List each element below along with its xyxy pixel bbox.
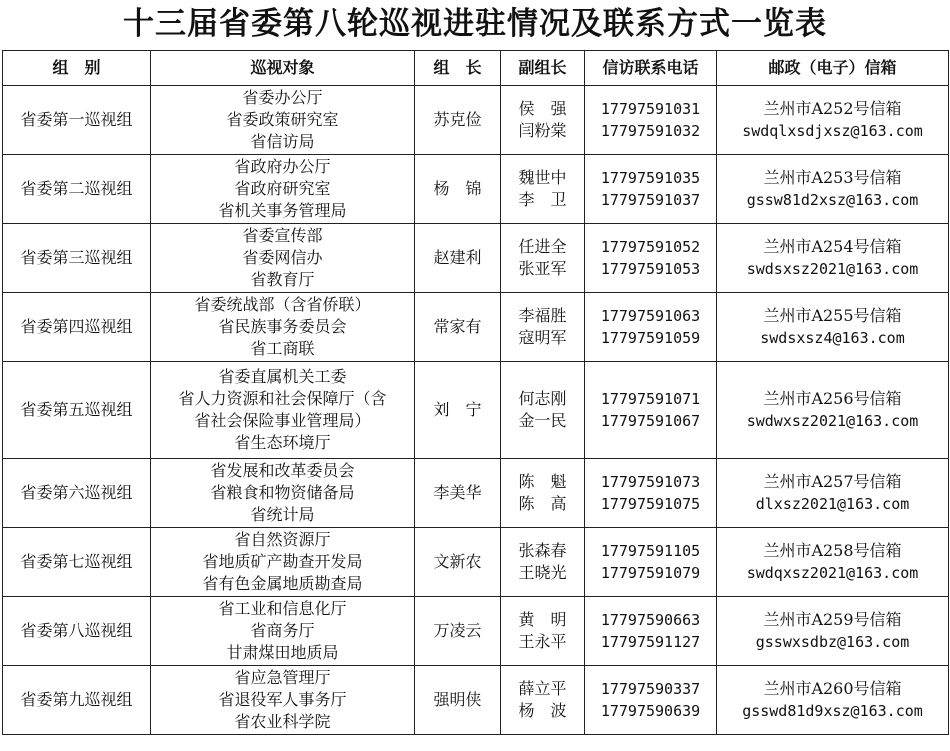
table-row bbox=[3, 293, 949, 362]
target-item: 省信访局 bbox=[250, 132, 315, 151]
deputy-cell bbox=[501, 362, 585, 459]
mail-cell bbox=[717, 293, 949, 362]
email-address: swdsxsz2021@163.com bbox=[746, 260, 919, 278]
target-item: 省人力资源和社会保障厅（含 bbox=[178, 389, 387, 408]
deputy-cell bbox=[501, 528, 585, 597]
deputy-name: 王晓光 bbox=[518, 563, 567, 582]
phone-cell bbox=[585, 224, 717, 293]
target-item: 省应急管理厅 bbox=[234, 668, 331, 687]
deputy-name: 闫粉棠 bbox=[518, 121, 567, 140]
header-leader: 组 长 bbox=[415, 51, 501, 86]
deputy-name: 侯 强 bbox=[518, 99, 567, 118]
phone-number: 17797591075 bbox=[600, 495, 701, 513]
target-item: 省统计局 bbox=[250, 505, 315, 524]
table-row bbox=[3, 528, 949, 597]
table-row bbox=[3, 155, 949, 224]
deputy-name: 金一民 bbox=[518, 411, 567, 430]
target-item: 省商务厅 bbox=[250, 621, 315, 640]
targets-cell bbox=[151, 224, 415, 293]
mail-cell bbox=[717, 86, 949, 155]
postal-mailbox: 兰州市A254号信箱 bbox=[763, 237, 902, 256]
postal-mailbox: 兰州市A256号信箱 bbox=[763, 389, 902, 408]
phone-number: 17797591071 bbox=[600, 390, 701, 408]
phone-number: 17797591067 bbox=[600, 412, 701, 430]
postal-mailbox: 兰州市A257号信箱 bbox=[763, 472, 902, 491]
postal-mailbox: 兰州市A260号信箱 bbox=[763, 679, 902, 698]
group-cell: 省委第八巡视组 bbox=[3, 597, 151, 666]
leader-cell: 强明侠 bbox=[415, 666, 501, 735]
leader-cell: 常家有 bbox=[415, 293, 501, 362]
group-cell: 省委第二巡视组 bbox=[3, 155, 151, 224]
phone-number: 17797591053 bbox=[600, 260, 701, 278]
email-address: swdqxsz2021@163.com bbox=[746, 564, 919, 582]
mail-cell bbox=[717, 362, 949, 459]
phone-cell bbox=[585, 362, 717, 459]
deputy-name: 黄 明 bbox=[518, 610, 567, 629]
phone-cell bbox=[585, 597, 717, 666]
email-address: gsswxsdbz@163.com bbox=[755, 633, 910, 651]
header-row bbox=[3, 51, 949, 86]
phone-cell bbox=[585, 666, 717, 735]
email-address: swdsxsz4@163.com bbox=[760, 329, 905, 347]
mail-cell bbox=[717, 224, 949, 293]
header-mail: 邮政（电子）信箱 bbox=[717, 51, 949, 86]
phone-cell bbox=[585, 293, 717, 362]
phone-number: 17797591031 bbox=[600, 100, 701, 118]
target-item: 省工商联 bbox=[250, 339, 315, 358]
mail-cell bbox=[717, 528, 949, 597]
header-deputy: 副组长 bbox=[501, 51, 585, 86]
leader-cell: 刘 宁 bbox=[415, 362, 501, 459]
target-item: 省自然资源厅 bbox=[234, 530, 331, 549]
mail-cell bbox=[717, 459, 949, 528]
target-item: 省政府办公厅 bbox=[234, 157, 331, 176]
target-item: 省委办公厅 bbox=[242, 88, 323, 107]
email-address: gsswd81d9xsz@163.com bbox=[742, 702, 923, 720]
deputy-name: 王永平 bbox=[518, 632, 567, 651]
phone-number: 17797591073 bbox=[600, 473, 701, 491]
group-cell: 省委第六巡视组 bbox=[3, 459, 151, 528]
deputy-name: 陈 魁 bbox=[518, 472, 567, 491]
mail-cell bbox=[717, 155, 949, 224]
phone-number: 17797591127 bbox=[600, 633, 701, 651]
phone-number: 17797591079 bbox=[600, 564, 701, 582]
target-item: 省机关事务管理局 bbox=[218, 201, 347, 220]
phone-number: 17797590639 bbox=[600, 702, 701, 720]
table-row bbox=[3, 86, 949, 155]
deputy-name: 李福胜 bbox=[518, 306, 567, 325]
targets-cell bbox=[151, 459, 415, 528]
target-item: 省工业和信息化厅 bbox=[218, 599, 347, 618]
deputy-name: 寇明军 bbox=[518, 328, 567, 347]
target-item: 省地质矿产勘查开发局 bbox=[202, 552, 363, 571]
target-item: 省委宣传部 bbox=[242, 226, 323, 245]
target-item: 省有色金属地质勘查局 bbox=[202, 574, 363, 593]
table-body bbox=[3, 86, 949, 735]
table-row bbox=[3, 459, 949, 528]
deputy-name: 任进全 bbox=[518, 237, 567, 256]
target-item: 省社会保险事业管理局） bbox=[194, 411, 371, 430]
target-item: 省生态环境厅 bbox=[234, 433, 331, 452]
group-cell: 省委第四巡视组 bbox=[3, 293, 151, 362]
phone-number: 17797591063 bbox=[600, 307, 701, 325]
targets-cell bbox=[151, 528, 415, 597]
email-address: gssw81d2xsz@163.com bbox=[746, 191, 919, 209]
table-row bbox=[3, 362, 949, 459]
target-item: 甘肃煤田地质局 bbox=[226, 643, 339, 662]
target-item: 省委政策研究室 bbox=[226, 110, 339, 129]
contact-table bbox=[2, 50, 949, 735]
table-row bbox=[3, 224, 949, 293]
targets-cell bbox=[151, 86, 415, 155]
phone-number: 17797591059 bbox=[600, 329, 701, 347]
email-address: swdwxsz2021@163.com bbox=[746, 412, 919, 430]
group-cell: 省委第七巡视组 bbox=[3, 528, 151, 597]
deputy-cell bbox=[501, 666, 585, 735]
deputy-name: 何志刚 bbox=[518, 389, 567, 408]
table-row bbox=[3, 666, 949, 735]
deputy-name: 李 卫 bbox=[518, 190, 567, 209]
deputy-name: 张森春 bbox=[518, 541, 567, 560]
header-phone: 信访联系电话 bbox=[585, 51, 717, 86]
deputy-name: 魏世中 bbox=[518, 168, 567, 187]
email-address: dlxsz2021@163.com bbox=[755, 495, 910, 513]
phone-number: 17797591035 bbox=[600, 169, 701, 187]
targets-cell bbox=[151, 666, 415, 735]
deputy-cell bbox=[501, 224, 585, 293]
target-item: 省政府研究室 bbox=[234, 179, 331, 198]
deputy-cell bbox=[501, 459, 585, 528]
target-item: 省民族事务委员会 bbox=[218, 317, 347, 336]
target-item: 省粮食和物资储备局 bbox=[210, 483, 355, 502]
document-title: 十三届省委第八轮巡视进驻情况及联系方式一览表 bbox=[123, 6, 827, 42]
mail-cell bbox=[717, 597, 949, 666]
postal-mailbox: 兰州市A259号信箱 bbox=[763, 610, 902, 629]
postal-mailbox: 兰州市A253号信箱 bbox=[763, 168, 902, 187]
phone-number: 17797591105 bbox=[600, 542, 701, 560]
deputy-cell bbox=[501, 293, 585, 362]
targets-cell bbox=[151, 597, 415, 666]
deputy-cell bbox=[501, 597, 585, 666]
email-address: swdqlxsdjxsz@163.com bbox=[742, 122, 923, 140]
target-item: 省退役军人事务厅 bbox=[218, 690, 347, 709]
target-item: 省农业科学院 bbox=[234, 712, 331, 731]
header-group: 组 别 bbox=[3, 51, 151, 86]
group-cell: 省委第三巡视组 bbox=[3, 224, 151, 293]
deputy-name: 薛立平 bbox=[518, 679, 567, 698]
targets-cell bbox=[151, 293, 415, 362]
group-cell: 省委第五巡视组 bbox=[3, 362, 151, 459]
phone-cell bbox=[585, 459, 717, 528]
leader-cell: 万凌云 bbox=[415, 597, 501, 666]
table-row bbox=[3, 597, 949, 666]
target-item: 省委网信办 bbox=[242, 248, 323, 267]
postal-mailbox: 兰州市A258号信箱 bbox=[763, 541, 902, 560]
target-item: 省委直属机关工委 bbox=[218, 367, 347, 386]
postal-mailbox: 兰州市A255号信箱 bbox=[763, 306, 902, 325]
targets-cell bbox=[151, 155, 415, 224]
deputy-name: 张亚军 bbox=[518, 259, 567, 278]
leader-cell: 李美华 bbox=[415, 459, 501, 528]
deputy-cell bbox=[501, 155, 585, 224]
deputy-name: 陈 高 bbox=[518, 494, 567, 513]
mail-cell bbox=[717, 666, 949, 735]
target-item: 省委统战部（含省侨联） bbox=[194, 295, 371, 314]
target-item: 省发展和改革委员会 bbox=[210, 461, 355, 480]
phone-cell bbox=[585, 528, 717, 597]
header-targets: 巡视对象 bbox=[151, 51, 415, 86]
phone-number: 17797590663 bbox=[600, 611, 701, 629]
target-item: 省教育厅 bbox=[250, 270, 315, 289]
leader-cell: 文新农 bbox=[415, 528, 501, 597]
deputy-name: 杨 波 bbox=[518, 701, 567, 720]
phone-number: 17797591032 bbox=[600, 122, 701, 140]
phone-number: 17797591052 bbox=[600, 238, 701, 256]
leader-cell: 杨 锦 bbox=[415, 155, 501, 224]
phone-cell bbox=[585, 86, 717, 155]
postal-mailbox: 兰州市A252号信箱 bbox=[763, 99, 902, 118]
deputy-cell bbox=[501, 86, 585, 155]
leader-cell: 苏克俭 bbox=[415, 86, 501, 155]
targets-cell bbox=[151, 362, 415, 459]
group-cell: 省委第一巡视组 bbox=[3, 86, 151, 155]
phone-cell bbox=[585, 155, 717, 224]
phone-number: 17797591037 bbox=[600, 191, 701, 209]
leader-cell: 赵建利 bbox=[415, 224, 501, 293]
group-cell: 省委第九巡视组 bbox=[3, 666, 151, 735]
phone-number: 17797590337 bbox=[600, 680, 701, 698]
